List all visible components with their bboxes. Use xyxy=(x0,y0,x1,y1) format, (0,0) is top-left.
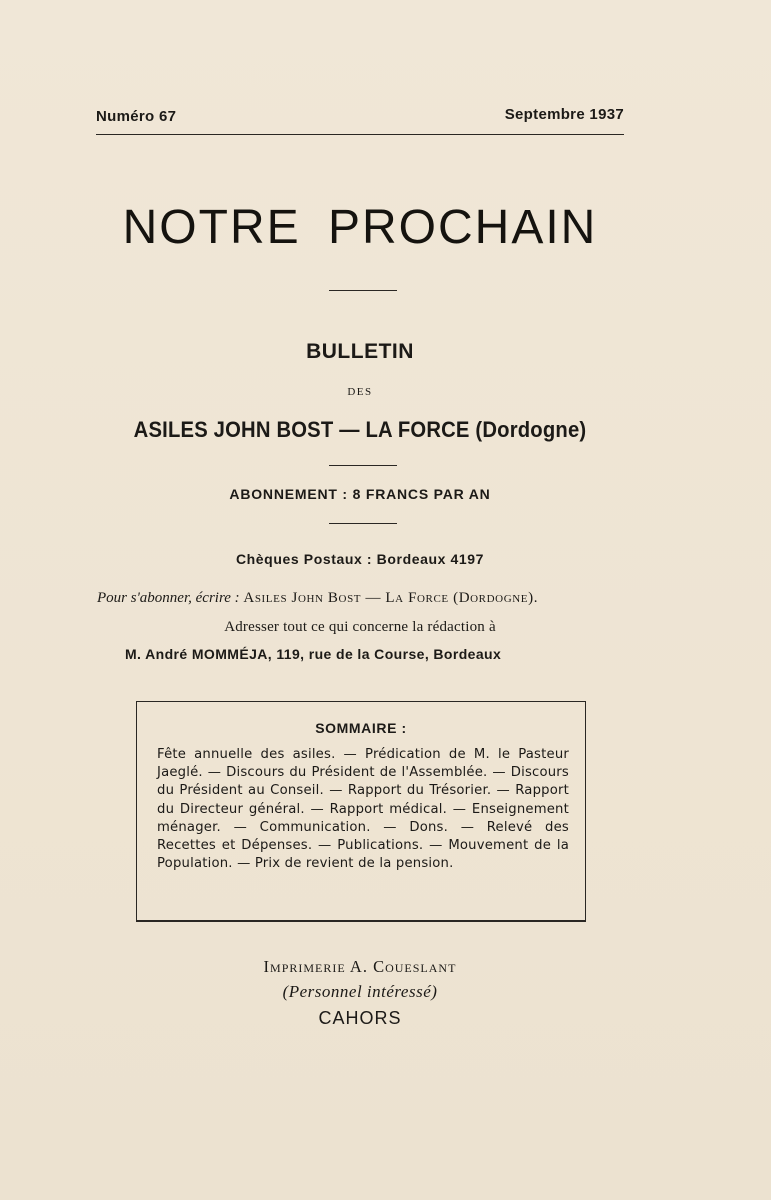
redaction-note: Adresser tout ce qui concerne la rédaction à xyxy=(224,619,496,635)
sommaire-heading: SOMMAIRE : xyxy=(315,720,407,736)
subscribe-intro: Pour s'abonner, écrire : xyxy=(97,590,240,606)
institution-name: ASILES JOHN BOST — LA FORCE (Dordogne) xyxy=(133,417,587,442)
header-rule xyxy=(96,134,624,135)
subscription-price: ABONNEMENT : 8 FRANCS PAR AN xyxy=(229,486,491,502)
issue-number: Numéro 67 xyxy=(96,108,177,125)
sommaire-box xyxy=(136,701,586,922)
editor-address: M. André MOMMÉJA, 119, rue de la Course, Bordeaux xyxy=(125,646,502,662)
printer-note: (Personnel intéressé) xyxy=(282,982,438,1001)
page-title: NOTRE PROCHAIN xyxy=(122,201,598,254)
printer-name: Imprimerie A. Coueslant xyxy=(263,957,457,976)
sommaire-text: Fête annuelle des asiles. — Prédication de M. le Pasteur Jaeglé. — Discours du Président de l'Assemblée. — Discours du Président au Conseil. — Rapport du Trésorier. — Rapport du Directeur général. — Rapport médical. — Enseignement ménager. — Communication. — Dons. — Relevé des Recettes et Dépenses. — Publications. — Mouvement de la Population. — Prix de revient de la pension. xyxy=(157,747,569,872)
des-label: DES xyxy=(347,386,373,398)
institution-divider xyxy=(329,465,397,466)
subscription-divider xyxy=(329,523,397,524)
bulletin-heading: BULLETIN xyxy=(306,340,414,363)
issue-date: Septembre 1937 xyxy=(504,106,624,123)
postal-cheques: Chèques Postaux : Bordeaux 4197 xyxy=(235,551,485,567)
title-divider xyxy=(329,290,397,291)
printer-city: CAHORS xyxy=(318,1008,402,1028)
subscribe-address: Asiles John Bost — La Force (Dordogne). xyxy=(243,590,539,606)
subscribe-instructions xyxy=(97,590,637,607)
